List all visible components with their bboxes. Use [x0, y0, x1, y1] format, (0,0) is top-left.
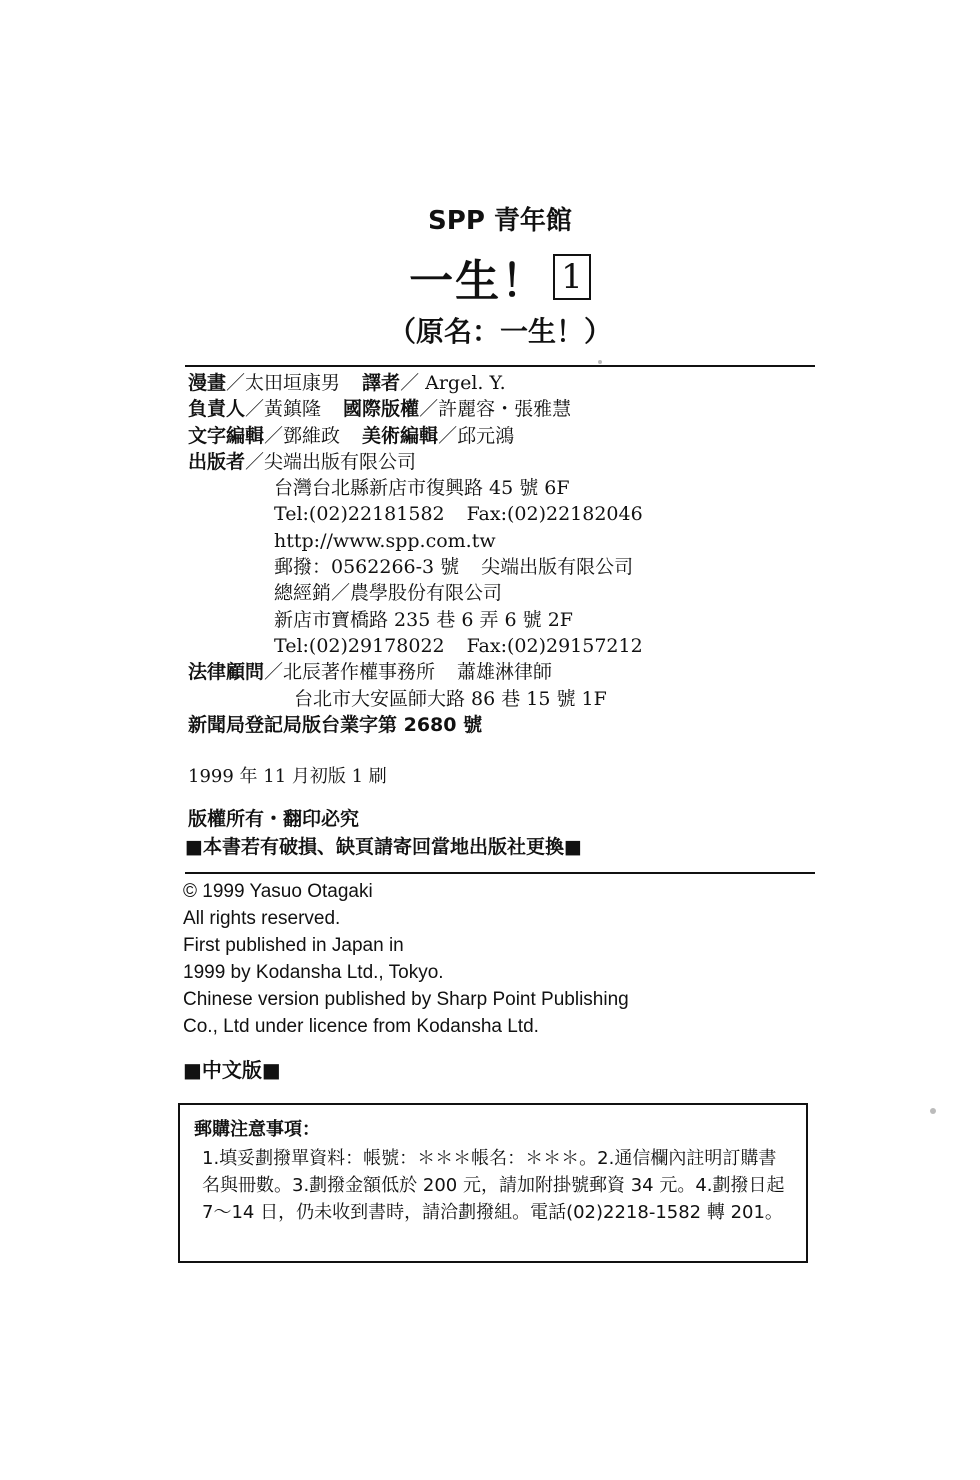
- intl-rights-value: 許麗容・張雅慧: [438, 398, 572, 421]
- intl-rights-label: 國際版權: [343, 398, 420, 421]
- credits-block: [188, 370, 643, 738]
- postal-name: 尖端出版有限公司: [481, 556, 634, 579]
- publisher-contact: [188, 501, 643, 527]
- english-line: Co., Ltd under licence from Kodansha Ltd.: [183, 1016, 539, 1037]
- divider-top: [185, 365, 815, 367]
- rights-reserved: 版權所有・翻印必究: [188, 808, 360, 830]
- credit-line-editors: 文字編輯／鄧維政 美術編輯／邱元鴻: [188, 424, 515, 447]
- distributor-tel: Tel:(02)29178022: [274, 634, 445, 657]
- distributor-address: 新店市寶橋路 235 巷 6 弄 6 號 2F: [274, 608, 573, 631]
- original-title: （原名：一生！）: [387, 315, 612, 348]
- english-line: © 1999 Yasuo Otagaki: [183, 881, 373, 902]
- legal-value: 北辰著作權事務所: [283, 661, 436, 684]
- distributor-fax: Fax:(02)29157212: [466, 634, 643, 657]
- responsible-value: 黃鎮隆: [264, 398, 322, 421]
- credit-line-legal: 法律顧問／北辰著作權事務所 蕭雄淋律師: [188, 661, 553, 684]
- distributor-contact: [188, 633, 643, 659]
- title-block: [0, 245, 980, 309]
- translator-label: 譯者: [362, 372, 401, 394]
- replacement-notice: ■本書若有破損、缺頁請寄回當地出版社更換■: [185, 836, 582, 858]
- english-line: First published in Japan in: [183, 935, 404, 956]
- publisher-tel: Tel:(02)22181582: [274, 503, 445, 526]
- mail-order-notice: [178, 1103, 808, 1263]
- scan-speck: [930, 1108, 936, 1114]
- legal-address: 台北市大安區師大路 86 巷 15 號 1F: [294, 687, 607, 710]
- english-copyright: [183, 878, 629, 1040]
- legal-lawyer: 蕭雄淋律師: [457, 661, 553, 684]
- publisher-fax: Fax:(02)22182046: [466, 503, 643, 526]
- postal-line: [188, 554, 643, 580]
- edition-line: 1999 年 11 月初版 1 刷: [188, 766, 387, 787]
- credit-line-responsible: 負責人／黃鎮隆 國際版權／許麗容・張雅慧: [188, 398, 572, 421]
- publisher-url: http://www.spp.com.tw: [274, 529, 496, 552]
- english-line: 1999 by Kodansha Ltd., Tokyo.: [183, 962, 444, 983]
- notice-body: 1.填妥劃撥單資料：帳號：＊＊＊帳名：＊＊＊。2.通信欄內註明訂購書名與冊數。3.劃撥金額低於 200 元，請加附掛號郵資 34 元。4.劃撥日起 7～14 日，仍未收到書時，請洽劃撥組。電話(02)2218-1582 轉 201。: [202, 1148, 785, 1223]
- manga-value: 太田垣康男: [245, 372, 341, 394]
- legal-label: 法律顧問: [188, 661, 265, 684]
- credit-line-manga: 漫畫／太田垣康男 譯者／ Argel. Y.: [188, 372, 506, 394]
- manga-label: 漫畫: [188, 372, 227, 394]
- art-editor-label: 美術編輯: [362, 424, 439, 447]
- chinese-version-mark: ■中文版■: [183, 1058, 281, 1082]
- english-line: Chinese version published by Sharp Point Publishing: [183, 989, 629, 1010]
- translator-value: Argel. Y.: [425, 372, 506, 394]
- scan-speck: [598, 360, 602, 364]
- art-editor-value: 邱元鴻: [457, 424, 515, 447]
- volume-number: 1: [553, 254, 591, 300]
- divider-middle: [185, 872, 815, 874]
- series-name: SPP 青年館: [428, 206, 572, 236]
- publisher-label: 出版者: [188, 450, 246, 473]
- registration: 新聞局登記局版台業字第 2680 號: [188, 713, 483, 736]
- distributor: 總經銷／農學股份有限公司: [274, 582, 503, 605]
- publisher-address: 台灣台北縣新店市復興路 45 號 6F: [274, 477, 570, 500]
- credit-line-publisher: 出版者／尖端出版有限公司: [188, 450, 417, 473]
- book-title: 一生！: [409, 256, 548, 307]
- text-editor-label: 文字編輯: [188, 424, 265, 447]
- postal-account: 郵撥：0562266-3 號: [274, 556, 460, 579]
- notice-title: 郵購注意事項：: [194, 1119, 320, 1140]
- english-line: All rights reserved.: [183, 908, 341, 929]
- publisher-value: 尖端出版有限公司: [264, 450, 417, 473]
- responsible-label: 負責人: [188, 398, 246, 421]
- text-editor-value: 鄧維政: [283, 424, 341, 447]
